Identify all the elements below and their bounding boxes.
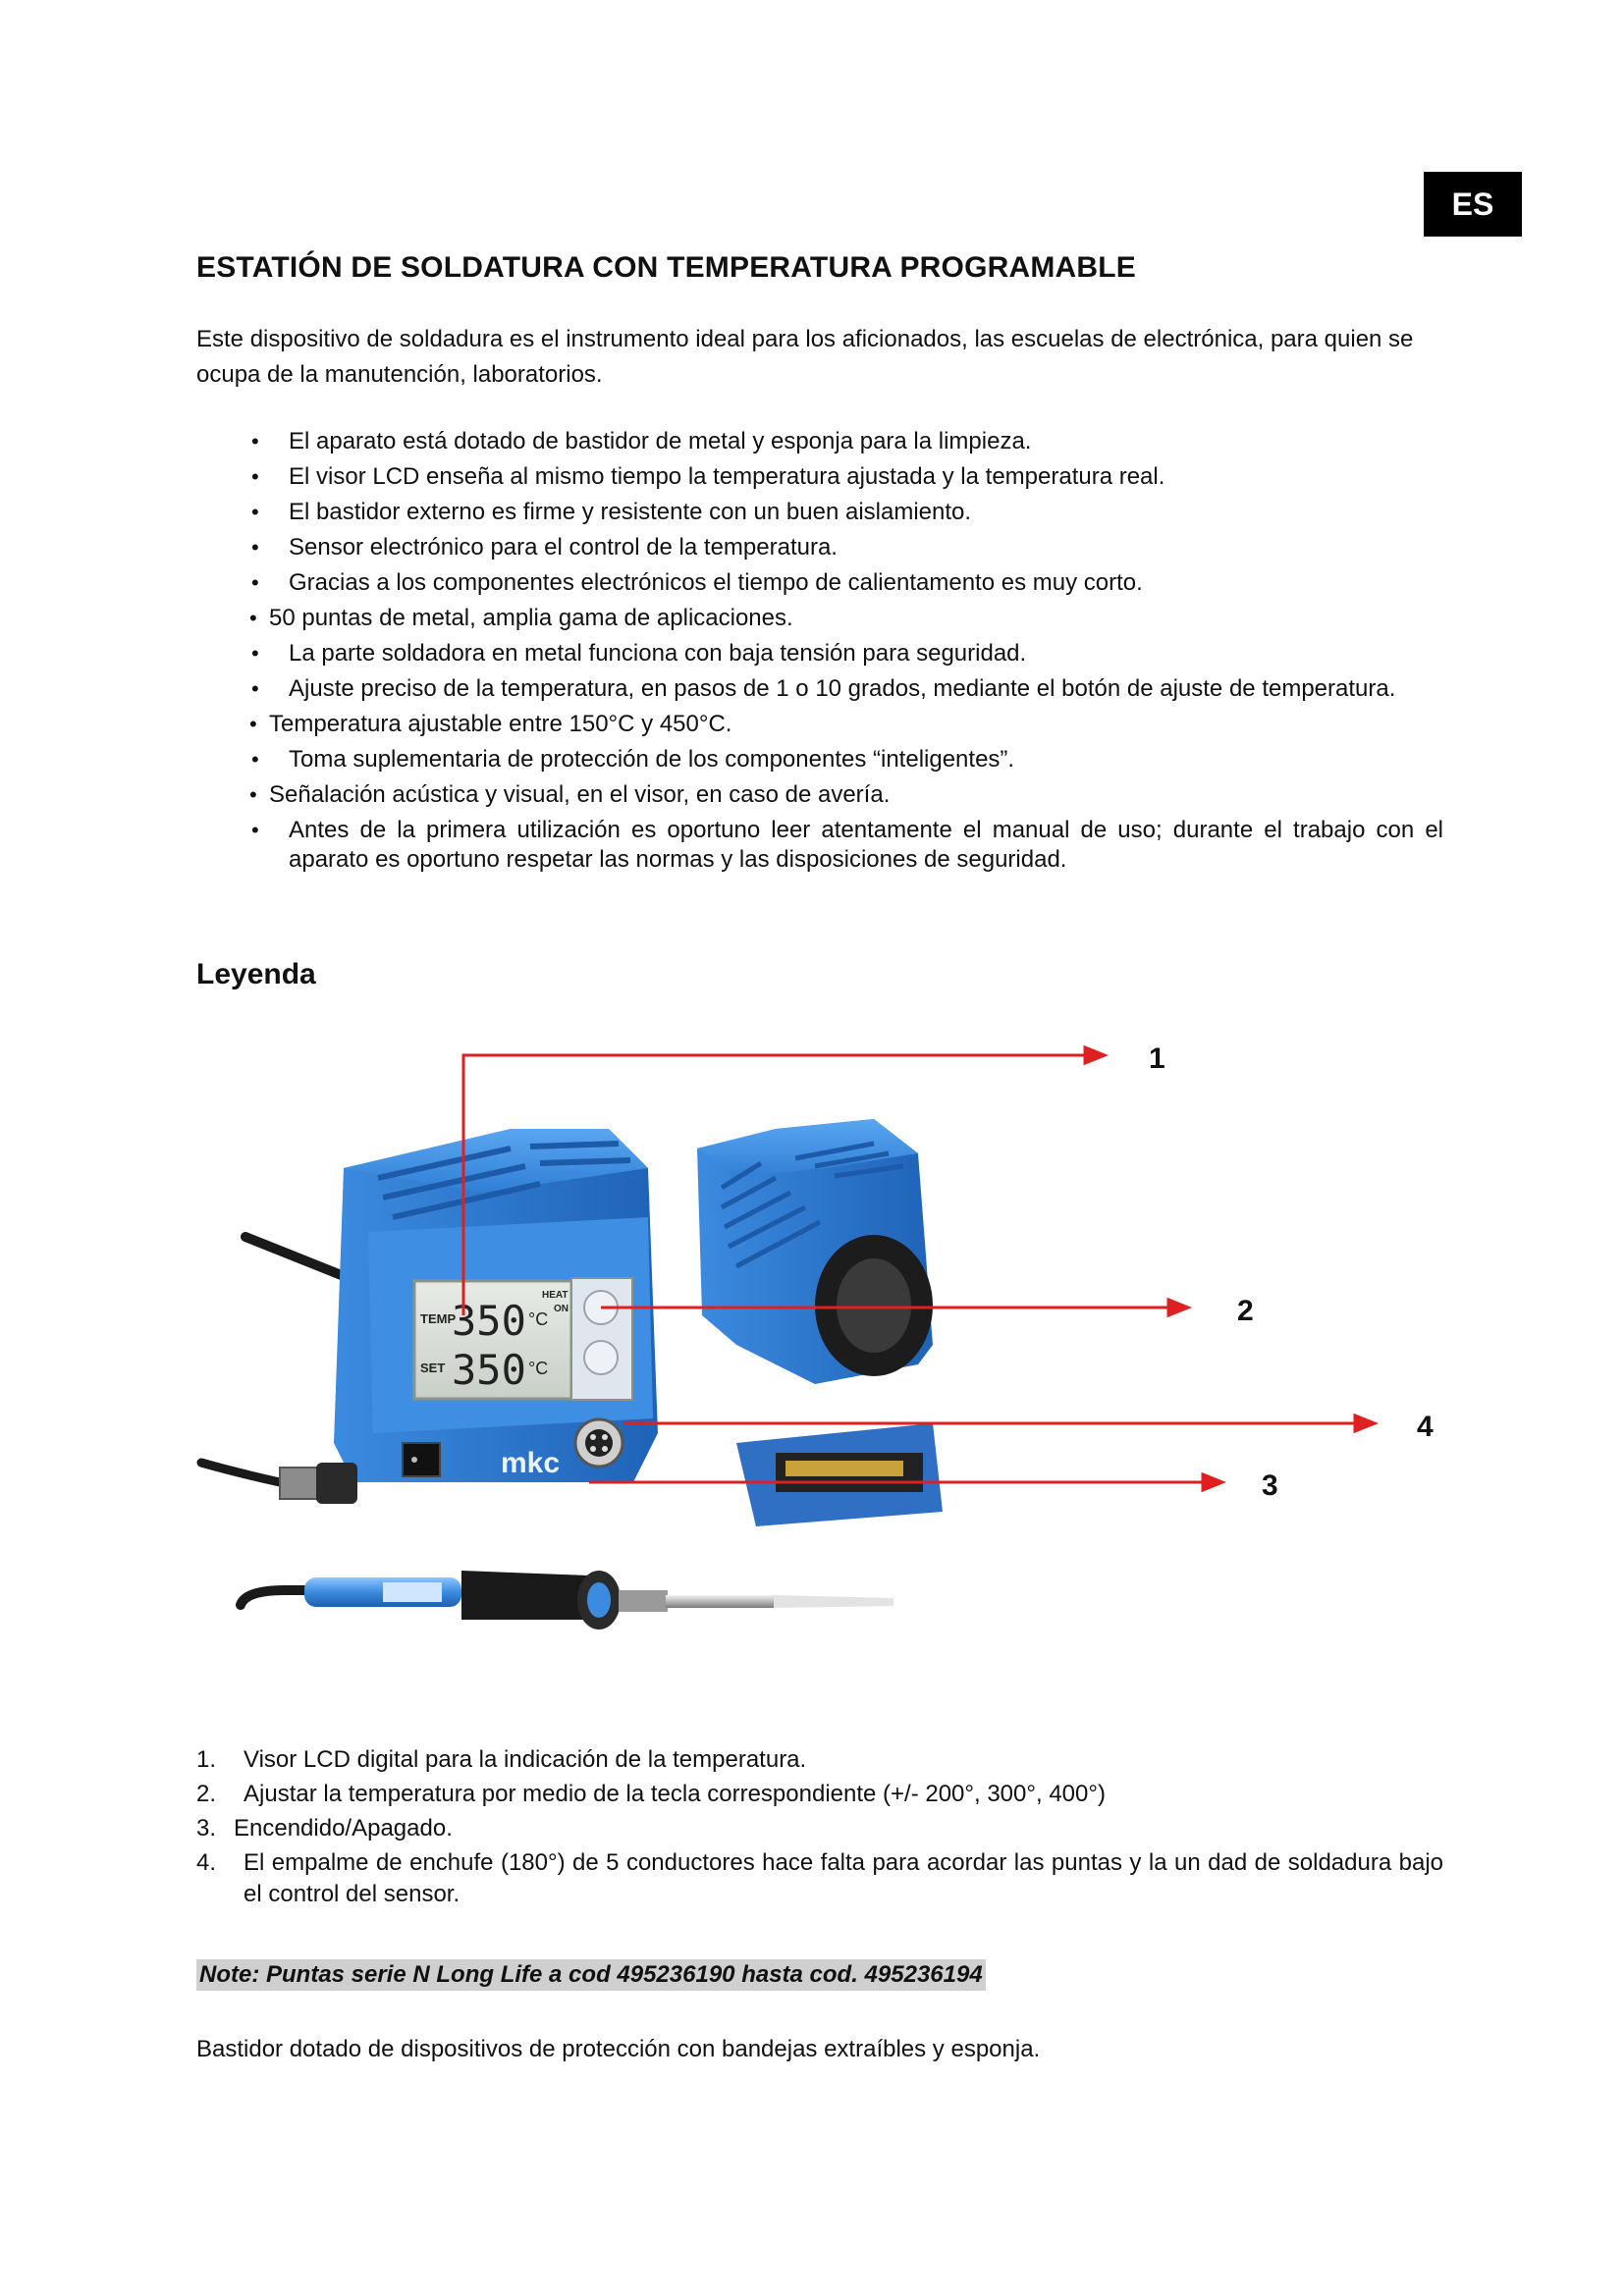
callout-label-2: 2 xyxy=(1237,1295,1254,1327)
lcd-row1-unit: °C xyxy=(528,1309,549,1329)
bullet-icon: • xyxy=(251,818,259,842)
feature-text: El bastidor externo es firme y resistente con un buen aislamiento. xyxy=(289,499,972,525)
legend-item xyxy=(196,1779,1443,1810)
bullet-icon: • xyxy=(251,535,259,560)
legend-number: 1. xyxy=(196,1746,217,1773)
feature-item xyxy=(196,674,1443,704)
bullet-icon: • xyxy=(249,712,257,736)
soldering-iron xyxy=(241,1571,893,1629)
iron-plug xyxy=(201,1463,357,1504)
legend-item xyxy=(196,1744,1443,1776)
bullet-icon: • xyxy=(251,676,259,701)
iron-stand xyxy=(697,1119,943,1526)
legend-number: 4. xyxy=(196,1849,217,1876)
bullet-icon: • xyxy=(249,606,257,630)
lcd-row2-tag: SET xyxy=(420,1361,446,1375)
legend-text: Ajustar la temperatura por medio de la tecla correspondiente (+/- 200°, 300°, 400°) xyxy=(244,1781,1106,1807)
feature-text: Antes de la primera utilización es oportuno leer atentamente el manual de uso; durante el trabajo con el aparato es oportuno respetar las normas y las disposiciones de seguridad. xyxy=(289,817,1443,873)
arrowhead-4 xyxy=(1355,1415,1375,1431)
feature-text: El aparato está dotado de bastidor de metal y esponja para la limpieza. xyxy=(289,428,1032,454)
base-station xyxy=(334,1129,658,1482)
brand-logo: mkc xyxy=(501,1447,561,1479)
feature-text: La parte soldadora en metal funciona con baja tensión para seguridad. xyxy=(289,640,1027,667)
intro-paragraph: Este dispositivo de soldadura es el instrumento ideal para los aficionados, las escuelas de electrónica, para quien se ocupa de la manutención, laboratorios. xyxy=(196,326,1414,388)
legend-number: 2. xyxy=(196,1781,217,1807)
feature-text: Señalación acústica y visual, en el visor, en caso de avería. xyxy=(269,781,891,808)
feature-item xyxy=(196,745,1443,774)
feature-item xyxy=(196,498,1443,527)
legend-list xyxy=(196,1744,1443,1913)
callout-label-4: 4 xyxy=(1417,1411,1434,1443)
feature-item xyxy=(196,710,1443,739)
bullet-icon: • xyxy=(249,782,257,807)
lcd-on-label: ON xyxy=(554,1304,568,1314)
lcd-row2-value: 350 xyxy=(452,1346,526,1394)
feature-item xyxy=(196,533,1443,562)
closing-paragraph: Bastidor dotado de dispositivos de protección con bandejas extraíbles y esponja. xyxy=(196,2036,1041,2062)
legend-text: Visor LCD digital para la indicación de la temperatura. xyxy=(244,1746,807,1773)
feature-text: Temperatura ajustable entre 150°C y 450°C. xyxy=(269,711,732,737)
arrowhead-2 xyxy=(1168,1300,1188,1315)
callout-label-1: 1 xyxy=(1149,1042,1165,1075)
legend-text: El empalme de enchufe (180°) de 5 conductores hace falta para acordar las puntas y la un dad de soldadura bajo el control del sensor. xyxy=(244,1849,1443,1907)
bullet-icon: • xyxy=(251,570,259,595)
feature-text: Sensor electrónico para el control de la temperatura. xyxy=(289,534,838,561)
language-badge: ES xyxy=(1424,172,1522,237)
lcd-row1-value: 350 xyxy=(452,1297,526,1345)
lcd-row1-tag: TEMP xyxy=(420,1311,457,1326)
feature-text: Ajuste preciso de la temperatura, en pasos de 1 o 10 grados, mediante el botón de ajuste de temperatura. xyxy=(289,675,1396,702)
feature-item xyxy=(196,639,1443,668)
legend-number: 3. xyxy=(196,1815,217,1842)
feature-text: Toma suplementaria de protección de los componentes “inteligentes”. xyxy=(289,746,1015,773)
bullet-icon: • xyxy=(251,429,259,454)
feature-item xyxy=(196,780,1443,810)
legend-heading: Leyenda xyxy=(196,958,316,990)
legend-text: Encendido/Apagado. xyxy=(234,1815,453,1842)
temp-down-button xyxy=(584,1341,618,1374)
lcd-row2-unit: °C xyxy=(528,1359,549,1378)
feature-item xyxy=(196,604,1443,633)
feature-item xyxy=(196,427,1443,456)
arrowhead-1 xyxy=(1085,1047,1105,1063)
page-title: ESTATIÓN DE SOLDATURA CON TEMPERATURA PROGRAMABLE xyxy=(196,251,1136,284)
feature-item xyxy=(196,816,1443,875)
feature-text: Gracias a los componentes electrónicos el tiempo de calientamento es muy corto. xyxy=(289,569,1143,596)
feature-list xyxy=(196,427,1443,881)
arrowhead-3 xyxy=(1203,1474,1222,1490)
bullet-icon: • xyxy=(251,500,259,524)
bullet-icon: • xyxy=(251,464,259,489)
tips-note: Note: Puntas serie N Long Life a cod 495236190 hasta cod. 495236194 xyxy=(196,1959,986,1991)
lcd-heat-label: HEAT xyxy=(542,1290,568,1301)
callout-label-3: 3 xyxy=(1262,1469,1278,1502)
feature-text: El visor LCD enseña al mismo tiempo la temperatura ajustada y la temperatura real. xyxy=(289,463,1165,490)
power-cord xyxy=(245,1237,344,1276)
bullet-icon: • xyxy=(251,747,259,772)
soldering-station-figure xyxy=(187,1021,1473,1708)
legend-item xyxy=(196,1847,1443,1910)
feature-text: 50 puntas de metal, amplia gama de aplicaciones. xyxy=(269,605,793,631)
legend-item xyxy=(196,1813,1443,1844)
feature-item xyxy=(196,462,1443,492)
bullet-icon: • xyxy=(251,641,259,666)
power-switch xyxy=(403,1443,440,1476)
feature-item xyxy=(196,568,1443,598)
